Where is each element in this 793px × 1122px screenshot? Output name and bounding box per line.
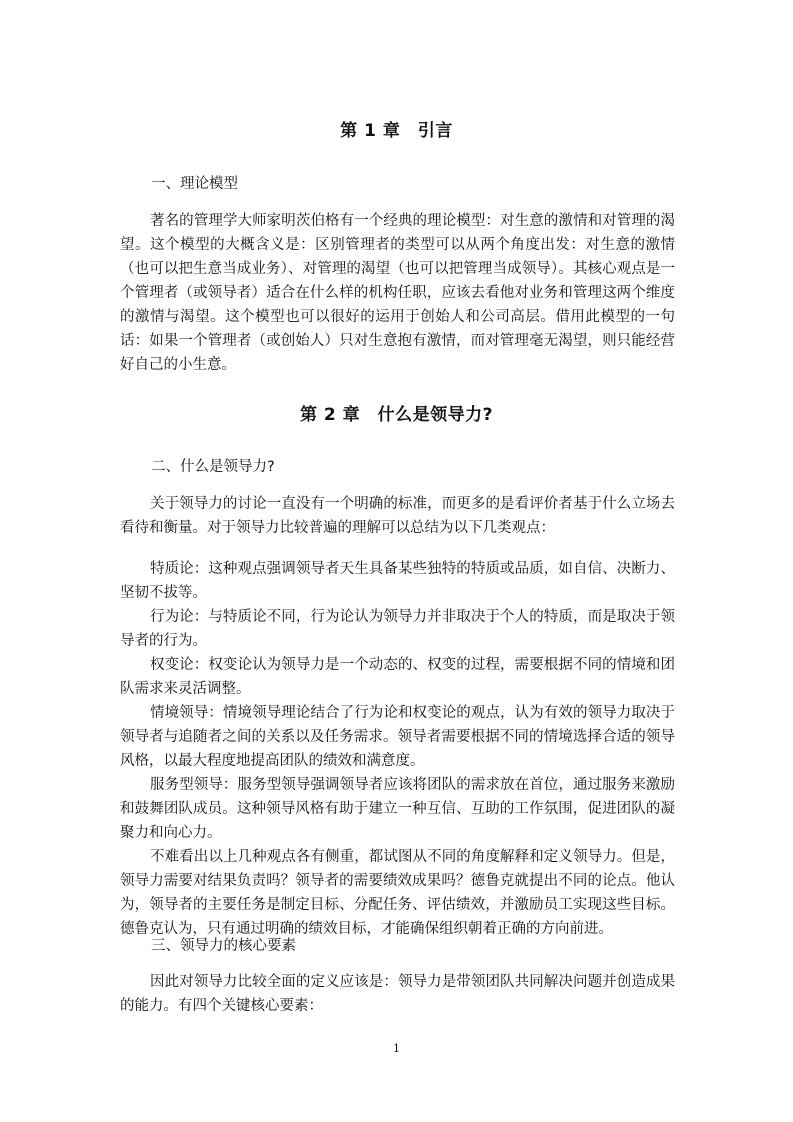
paragraph-leadership-intro: 关于领导力的讨论一直没有一个明确的标准，而更多的是看评价者基于什么立场去看待和衡量。对于领导力比较普遍的理解可以总结为以下几类观点： — [120, 496, 675, 536]
paragraph-core-elements: 因此对领导力比较全面的定义应该是：领导力是带领团队共同解决问题并创造成果的能力。有四个关键核心要素： — [120, 974, 675, 1014]
paragraph-behavior-theory: 行为论：与特质论不同，行为论认为领导力并非取决于个人的特质，而是取决于领导者的行为。 — [120, 609, 675, 649]
page-number: 1 — [393, 1042, 400, 1055]
chapter-1-title: 第 1 章 引言 — [340, 121, 453, 141]
section-2-heading: 二、什么是领导力? — [151, 459, 275, 475]
paragraph-servant-leadership: 服务型领导：服务型领导强调领导者应该将团队的需求放在首位，通过服务来激励和鼓舞团队成员。这种领导风格有助于建立一种互信、互助的工作氛围，促进团队的凝聚力和向心力。 — [120, 777, 675, 841]
paragraph-theory-model: 著名的管理学大师家明茨伯格有一个经典的理论模型：对生意的激情和对管理的渴望。这个模型的大概含义是：区别管理者的类型可以从两个角度出发：对生意的激情（也可以把生意当成业务）、对管理的渴望（也可以把管理当成领导）。其核心观点是一个管理者（或领导者）适合在什么样的机构任职，应该去看他对业务和管理这两个维度的激情与渴望。这个模型也可以很好的运用于创始人和公司高层。借用此模型的一句话：如果一个管理者（或创始人）只对生意抱有激情，而对管理毫无渴望，则只能经营好自己的小生意。 — [120, 213, 675, 373]
paragraph-trait-theory: 特质论：这种观点强调领导者天生具备某些独特的特质或品质，如自信、决断力、坚韧不拔等。 — [120, 561, 675, 601]
chapter-2-title: 第 2 章 什么是领导力? — [299, 405, 494, 425]
section-1-heading: 一、理论模型 — [151, 176, 238, 192]
paragraph-drucker-view: 不难看出以上几种观点各有侧重，都试图从不同的角度解释和定义领导力。但是，领导力需要对结果负责吗？领导者的需要绩效成果吗？德鲁克就提出不同的论点。他认为，领导者的主要任务是制定目标、分配任务、评估绩效，并激励员工实现这些目标。德鲁克认为，只有通过明确的绩效目标，才能确保组织朝着正确的方向前进。 — [120, 849, 675, 937]
paragraph-contingency-theory: 权变论：权变论认为领导力是一个动态的、权变的过程，需要根据不同的情境和团队需求来灵活调整。 — [120, 657, 675, 697]
paragraph-situational-leadership: 情境领导：情境领导理论结合了行为论和权变论的观点，认为有效的领导力取决于领导者与追随者之间的关系以及任务需求。领导者需要根据不同的情境选择合适的领导风格，以最大程度地提高团队的绩效和满意度。 — [120, 705, 675, 769]
section-3-heading: 三、领导力的核心要素 — [151, 938, 296, 954]
